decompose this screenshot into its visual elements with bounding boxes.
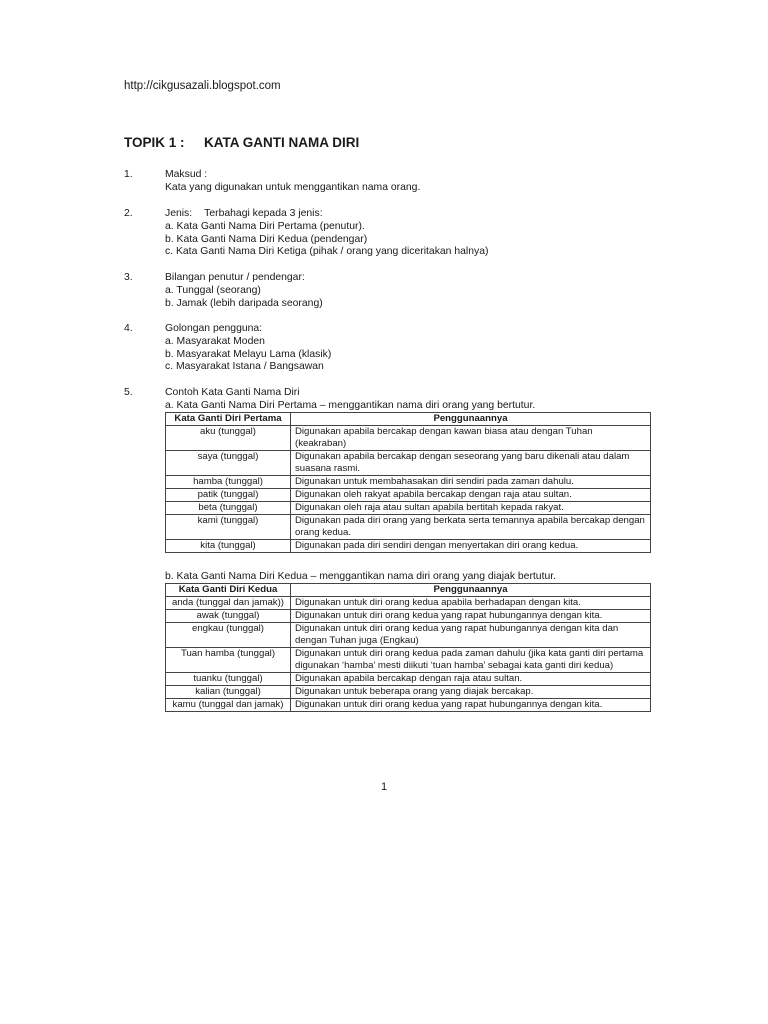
table-row [166,540,651,553]
table-cell: Digunakan untuk membahasakan diri sendiri pada zaman dahulu. [291,476,651,489]
table-row [166,699,651,712]
table-first-person [165,412,651,553]
header-url: http://cikgusazali.blogspot.com [124,80,281,92]
table-row [166,451,651,476]
table-cell: Digunakan untuk diri orang kedua yang rapat hubungannya dengan kita. [291,610,651,623]
table-cell: Digunakan untuk diri orang kedua yang rapat hubungannya dengan kita dan dengan Tuhan juga (Engkau) [291,623,651,648]
table-row [166,597,651,610]
item-line: a. Masyarakat Moden [165,335,265,347]
table-cell: Digunakan untuk diri orang kedua apabila berhadapan dengan kita. [291,597,651,610]
item-number: 1. [124,169,133,180]
item-line: Bilangan penutur / pendengar: [165,272,305,283]
table-cell: Digunakan untuk diri orang kedua yang rapat hubungannya dengan kita. [291,699,651,712]
item-line: b. Masyarakat Melayu Lama (klasik) [165,348,332,360]
table-row [166,648,651,673]
table-cell: Digunakan untuk beberapa orang yang diajak bercakap. [291,686,651,699]
item-number: 2. [124,208,133,219]
item-line: Golongan pengguna: [165,323,263,334]
table-cell: Tuan hamba (tunggal) [166,648,291,673]
table-cell: kalian (tunggal) [166,686,291,699]
item-line [165,208,645,221]
table-cell: hamba (tunggal) [166,476,291,489]
item-line: a. Tunggal (seorang) [165,284,261,296]
table-cell: Digunakan untuk diri orang kedua pada zaman dahulu (jika kata ganti diri pertama digunakan ‘hamba’ mesti diikuti ‘tuan hamba’ sebagai kata ganti diri kedua) [291,648,651,673]
table-cell: tuanku (tunggal) [166,673,291,686]
table-header: Penggunaannya [291,413,651,426]
table-cell: aku (tunggal) [166,426,291,451]
item-line: Maksud : [165,169,208,180]
table-cell: saya (tunggal) [166,451,291,476]
table-cell: Digunakan pada diri orang yang berkata serta temannya apabila bercakap dengan orang kedua. [291,515,651,540]
table-second-person [165,583,651,712]
table-row [166,489,651,502]
table-header: Kata Ganti Diri Kedua [166,584,291,597]
topic-title: KATA GANTI NAMA DIRI [204,135,360,150]
item-line: Kata yang digunakan untuk menggantikan nama orang. [165,181,421,193]
item-lead-rest: Terbahagi kepada 3 jenis: [204,208,323,219]
table-b-caption: b. Kata Ganti Nama Diri Kedua – menggantikan nama diri orang yang diajak bertutur. [165,571,557,582]
page-number: 1 [381,781,388,793]
item-line: b. Kata Ganti Nama Diri Kedua (pendengar) [165,233,368,245]
table-cell: engkau (tunggal) [166,623,291,648]
table-cell: Digunakan apabila bercakap dengan seseorang yang baru dikenali atau dalam suasana rasmi. [291,451,651,476]
table-cell: Digunakan oleh rakyat apabila bercakap dengan raja atau sultan. [291,489,651,502]
table-cell: Digunakan pada diri sendiri dengan menyertakan diri orang kedua. [291,540,651,553]
table-header: Penggunaannya [291,584,651,597]
item-number: 3. [124,272,133,283]
table-row [166,673,651,686]
item-number: 4. [124,323,133,334]
item-line: c. Kata Ganti Nama Diri Ketiga (pihak / orang yang diceritakan halnya) [165,246,489,258]
table-cell: awak (tunggal) [166,610,291,623]
table-row [166,623,651,648]
table-row [166,610,651,623]
table-row [166,686,651,699]
table-header: Kata Ganti Diri Pertama [166,413,291,426]
item-line: c. Masyarakat Istana / Bangsawan [165,361,324,373]
table-cell: anda (tunggal dan jamak)) [166,597,291,610]
table-row [166,476,651,489]
topic-number: TOPIK 1 : [124,135,185,150]
table-cell: kami (tunggal) [166,515,291,540]
table-cell: patik (tunggal) [166,489,291,502]
item-number: 5. [124,387,133,398]
table-row [166,515,651,540]
table-cell: kamu (tunggal dan jamak) [166,699,291,712]
item-line: a. Kata Ganti Nama Diri Pertama (penutur). [165,220,365,232]
item-line: Contoh Kata Ganti Nama Diri [165,387,300,398]
table-cell: beta (tunggal) [166,502,291,515]
page-title [124,135,359,150]
table-row [166,426,651,451]
item-lead: Jenis: [165,208,193,219]
table-cell: Digunakan apabila bercakap dengan raja atau sultan. [291,673,651,686]
table-cell: kita (tunggal) [166,540,291,553]
table-cell: Digunakan apabila bercakap dengan kawan biasa atau dengan Tuhan (keakraban) [291,426,651,451]
item-line: b. Jamak (lebih daripada seorang) [165,297,323,309]
table-a-caption: a. Kata Ganti Nama Diri Pertama – menggantikan nama diri orang yang bertutur. [165,400,536,411]
table-cell: Digunakan oleh raja atau sultan apabila bertitah kepada rakyat. [291,502,651,515]
table-row [166,502,651,515]
